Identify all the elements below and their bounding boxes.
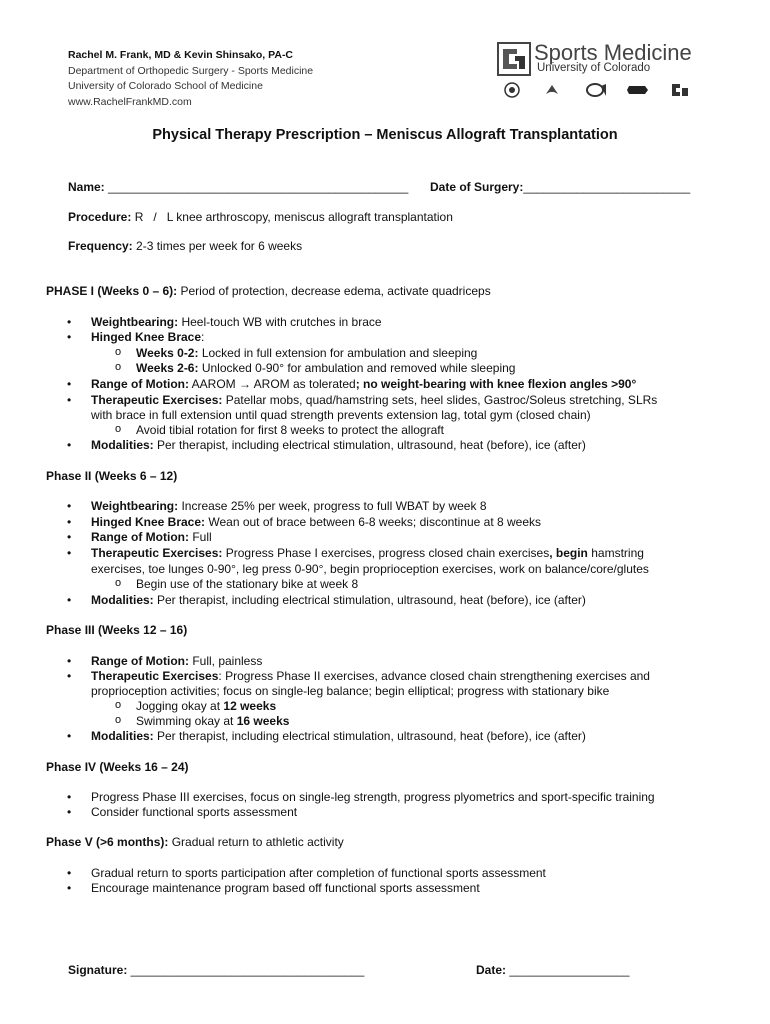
bullet-icon: • <box>67 881 72 895</box>
frequency-value: 2-3 times per week for 6 weeks <box>136 239 303 253</box>
sub-bullet-icon: o <box>115 423 122 435</box>
bold-text: 12 weeks <box>223 699 277 713</box>
text: Swimming okay at <box>136 714 237 728</box>
signature-blank: ___________________________________ <box>127 963 365 977</box>
bullet-icon: • <box>67 729 72 743</box>
phase3-swimming-note <box>136 714 289 728</box>
label: Weeks 2-6: <box>136 361 199 375</box>
bullet-icon: • <box>67 866 72 880</box>
text: Increase 25% per week, progress to full WBAT by week 8 <box>178 499 487 513</box>
text: Unlocked 0-90° for ambulation and removed while sleeping <box>198 361 516 375</box>
phase3-heading: Phase III (Weeks 12 – 16) <box>46 623 188 637</box>
phase1-weightbearing <box>91 315 382 329</box>
frequency-line <box>68 239 302 253</box>
phase1-heading-bold: PHASE I (Weeks 0 – 6): <box>46 284 178 298</box>
surgery-date-field[interactable] <box>430 180 690 194</box>
procedure-value: R / L knee arthroscopy, meniscus allograft transplantation <box>134 210 453 224</box>
label: Modalities: <box>91 593 154 607</box>
phase2-weightbearing <box>91 499 487 513</box>
phase4-item: Consider functional sports assessment <box>91 805 298 819</box>
footer-date-field[interactable] <box>476 963 629 977</box>
phase5-item: Gradual return to sports participation after completion of functional sports assessment <box>91 866 546 880</box>
sub-bullet-icon: o <box>115 714 122 726</box>
sub-bullet-icon: o <box>115 699 122 711</box>
label: Modalities: <box>91 729 154 743</box>
bullet-icon: • <box>67 805 72 819</box>
label: Range of Motion: <box>91 530 189 544</box>
label: Therapeutic Exercises: <box>91 546 223 560</box>
phase1-exercises-note: Avoid tibial rotation for first 8 weeks to protect the allograft <box>136 423 444 437</box>
signature-label: Signature: <box>68 963 128 977</box>
phase3-range-of-motion <box>91 654 262 668</box>
phase1-exercises-line2: with brace in full extension until quad strength prevents extension lag, total gym (closed chain) <box>91 408 591 422</box>
text: Wean out of brace between 6-8 weeks; discontinue at 8 weeks <box>205 515 542 529</box>
footer-date-label: Date: <box>476 963 507 977</box>
bullet-icon: • <box>67 315 72 329</box>
phase1-modalities <box>91 438 586 452</box>
phase1-brace-weeks-2-6 <box>136 361 515 375</box>
sub-bullet-icon: o <box>115 346 122 358</box>
campus-logo-2-icon <box>546 85 558 94</box>
phase4-heading: Phase IV (Weeks 16 – 24) <box>46 760 189 774</box>
text: : Progress Phase II exercises, advance closed chain strengthening exercises and <box>218 669 650 683</box>
bullet-icon: • <box>67 530 72 544</box>
buffalo-logo-icon <box>627 86 648 94</box>
text: AAROM → AROM as tolerated <box>188 377 356 391</box>
text: Progress Phase I exercises, progress closed chain exercises <box>222 546 550 560</box>
phase2-exercises-line2: exercises, toe lunges 0-90°, leg press 0-90°, begin proprioception exercises, work on balance/core/glutes <box>91 562 649 576</box>
phase3-modalities <box>91 729 586 743</box>
frequency-label: Frequency: <box>68 239 133 253</box>
school: University of Colorado School of Medicine <box>68 80 263 92</box>
label: Hinged Knee Brace <box>91 330 202 344</box>
phase5-heading-bold: Phase V (>6 months): <box>46 835 169 849</box>
footer-date-blank: __________________ <box>506 963 630 977</box>
cu-logo-icon <box>672 84 688 96</box>
text: Jogging okay at <box>136 699 224 713</box>
phase1-exercises <box>91 393 657 407</box>
campus-logos-icon <box>502 80 692 100</box>
procedure-line <box>68 210 453 224</box>
label: Range of Motion: <box>91 654 189 668</box>
phase1-brace <box>91 330 204 344</box>
bullet-icon: • <box>67 499 72 513</box>
text: Locked in full extension for ambulation and sleeping <box>198 346 478 360</box>
phase2-exercises <box>91 546 644 560</box>
phase4-item: Progress Phase III exercises, focus on single-leg strength, progress plyometrics and sport-specific training <box>91 790 655 804</box>
phase3-jogging-note <box>136 699 276 713</box>
bold-text: ; no weight-bearing with knee flexion angles >90° <box>355 377 637 391</box>
label: Weeks 0-2: <box>136 346 199 360</box>
bullet-icon: • <box>67 515 72 529</box>
phase1-brace-weeks-0-2 <box>136 346 477 360</box>
phase2-brace <box>91 515 541 529</box>
bullet-icon: • <box>67 593 72 607</box>
phase2-range-of-motion <box>91 530 212 544</box>
phase1-heading-rest: Period of protection, decrease edema, activate quadriceps <box>177 284 491 298</box>
label: Range of Motion: <box>91 377 189 391</box>
phase2-modalities <box>91 593 586 607</box>
surgery-date-label: Date of Surgery: <box>430 180 524 194</box>
text: Heel-touch WB with crutches in brace <box>178 315 382 329</box>
logo-title: Sports Medicine <box>534 40 692 65</box>
bullet-icon: • <box>67 377 72 391</box>
name-label: Name: <box>68 180 105 194</box>
page-title: Physical Therapy Prescription – Meniscus Allograft Transplantation <box>152 127 618 143</box>
bold-text: 16 weeks <box>236 714 290 728</box>
phase5-item: Encourage maintenance program based off functional sports assessment <box>91 881 480 895</box>
phase2-heading: Phase II (Weeks 6 – 12) <box>46 469 178 483</box>
text: hamstring <box>587 546 644 560</box>
phase5-heading-rest: Gradual return to athletic activity <box>168 835 344 849</box>
logo-subtitle: University of Colorado <box>537 62 651 74</box>
label: Modalities: <box>91 438 154 452</box>
name-field[interactable] <box>68 180 408 194</box>
text: Full <box>188 530 212 544</box>
surgery-date-blank: _________________________ <box>523 180 691 194</box>
signature-field[interactable] <box>68 963 364 977</box>
label: Therapeutic Exercises: <box>91 393 223 407</box>
phase1-range-of-motion <box>91 377 636 391</box>
cu-logo-mark <box>497 42 531 76</box>
bullet-icon: • <box>67 669 72 683</box>
text: : <box>201 330 205 344</box>
text: Patellar mobs, quad/hamstring sets, heel slides, Gastroc/Soleus stretching, SLRs <box>222 393 658 407</box>
campus-logo-3-icon <box>587 84 603 96</box>
bullet-icon: • <box>67 330 72 344</box>
website: www.RachelFrankMD.com <box>68 96 192 108</box>
doctor-names: Rachel M. Frank, MD & Kevin Shinsako, PA-C <box>68 49 294 61</box>
label: Weightbearing: <box>91 499 179 513</box>
text: Per therapist, including electrical stimulation, ultrasound, heat (before), ice (after) <box>153 593 586 607</box>
label: Therapeutic Exercises <box>91 669 219 683</box>
name-blank: _____________________________________________ <box>108 180 409 194</box>
sub-bullet-icon: o <box>115 361 122 373</box>
text: Per therapist, including electrical stimulation, ultrasound, heat (before), ice (after) <box>153 438 586 452</box>
text: Full, painless <box>188 654 263 668</box>
bullet-icon: • <box>67 790 72 804</box>
procedure-label: Procedure: <box>68 210 132 224</box>
bold-text: , begin <box>549 546 588 560</box>
bullet-icon: • <box>67 393 72 407</box>
sub-bullet-icon: o <box>115 577 122 589</box>
label: Weightbearing: <box>91 315 179 329</box>
bullet-icon: • <box>67 654 72 668</box>
text: Per therapist, including electrical stimulation, ultrasound, heat (before), ice (after) <box>153 729 586 743</box>
department: Department of Orthopedic Surgery - Sports Medicine <box>68 65 314 77</box>
phase1-heading <box>46 284 491 298</box>
phase5-heading <box>46 835 344 849</box>
bullet-icon: • <box>67 546 72 560</box>
phase3-exercises-line2: proprioception activities; focus on single-leg balance; begin elliptical; progress with stationary bike <box>91 684 610 698</box>
phase3-exercises <box>91 669 650 683</box>
phase2-exercises-note: Begin use of the stationary bike at week 8 <box>136 577 359 591</box>
label: Hinged Knee Brace: <box>91 515 206 529</box>
bullet-icon: • <box>67 438 72 452</box>
